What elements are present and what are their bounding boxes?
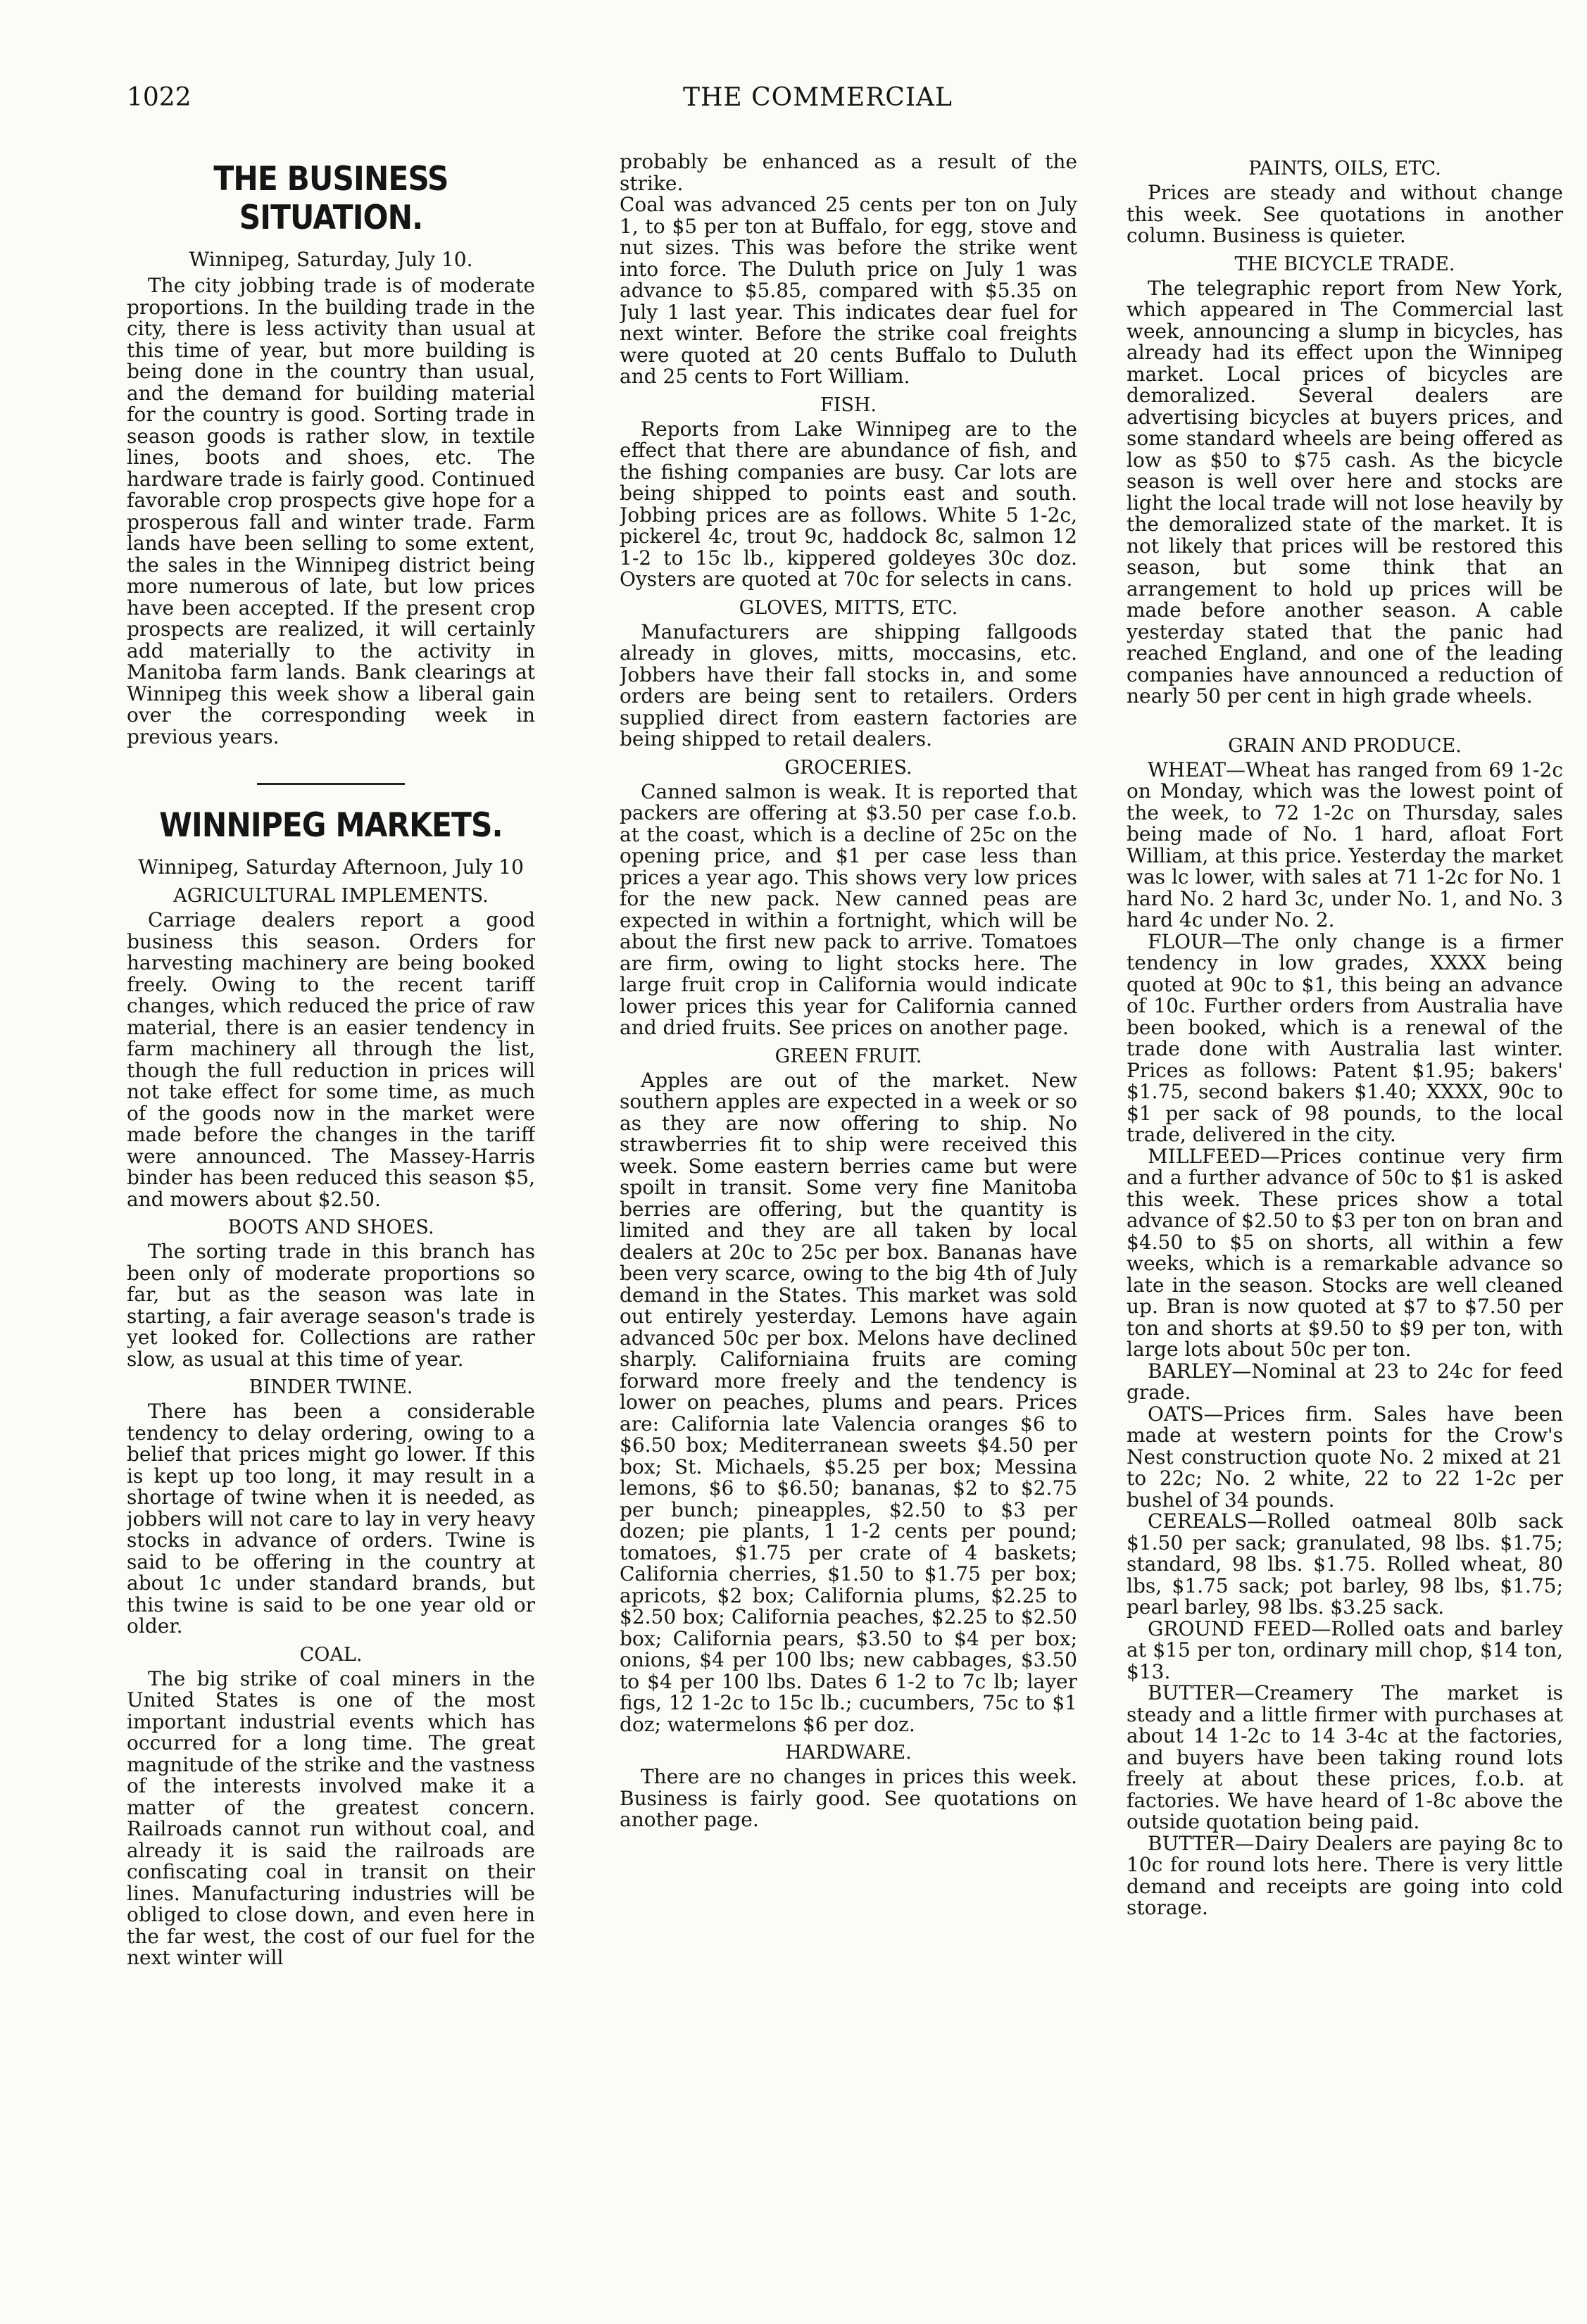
butter-creamery-paragraph: BUTTER—Creamery The market is steady and a little firmer with purchases at about 14 1-2c to 14 3-4c at the factories, and buyers have been taking round lots freely at about these prices, f.o.b. at factories. We have heard of 1-8c above the outside quotation being paid. (1127, 1681, 1563, 1833)
business-body: The city jobbing trade is of moderate proportions. In the building trade in the city, there is less activity than usual at this time of year, but more building is being done in the country than usual, and the demand for building material for the country is good. Sorting trade in season goods is rather slow, in textile lines, boots and shoes, etc. The hardware trade is fairly good. Continued favorable crop prospects give hope for a prosperous fall and winter trade. Farm lands have been selling to some extent, the sales in the Winnipeg district being more numerous of late, but low prices have been accepted. If the present crop prospects are realized, it will certainly add materially to the activity in Manitoba farm lands. Bank clearings at Winnipeg this week show a liberal gain over the corresponding week in previous years. (127, 274, 535, 748)
page-header (0, 83, 1587, 125)
green-fruit-body: Apples are out of the market. New southern apples are expected in a week or so as they are now offering to ship. No strawberries fit to ship were received this week. Some eastern berries came but were spoilt in transit. Some very fine Manitoba berries are offering, but the quantity is limited and they are all taken by local dealers at 20c to 25c per box. Bananas have been very scarce, owing to the big 4th of July demand in the States. This market was sold out entirely yesterday. Lemons have again advanced 50c per box. Melons have declined sharply. Californiaina fruits are coming forward more freely and the tendency is lower on peaches, plums and pears. Prices are: California late Valencia oranges $6 to $6.50 box; Mediterranean sweets $4.50 per box; St. Michaels, $5.25 per box; Messina lemons, $6 to $6.50; bananas, $2 to $2.75 per bunch; pineapples, $2.50 to $3 per dozen; pie plants, 1 1-2 cents per pound; tomatoes, $1.75 per crate of 4 baskets; California cherries, $1.50 to $1.75 per box; apricots, $2 box; California plums, $2.25 to $2.50 box; California peaches, $2.25 to $2.50 box; California pears, $3.50 to $4 per box; onions, $4 per 100 lbs; new cabbages, $3.50 to $4 per 100 lbs. Dates 6 1-2 to 7c lb; layer figs, 12 1-2c to 15c lb.; cucumbers, 75c to $1 doz; watermelons $6 per doz. (620, 1068, 1077, 1736)
business-dateline: Winnipeg, Saturday, July 10. (189, 248, 473, 271)
cereals-paragraph: CEREALS—Rolled oatmeal 80lb sack $1.50 per sack; granulated, 98 lbs. $1.75; standard, 98 lbs. $1.75. Rolled wheat, 80 lbs, $1.75 sack; pot barley, 98 lbs, $1.75; pearl barley, 98 lbs. $3.25 sack. (1127, 1509, 1563, 1619)
hardware-title: HARDWARE. (785, 1742, 912, 1764)
wheat-paragraph: WHEAT—Wheat has ranged from 69 1-2c on Monday, which was the lowest point of the week, to 72 1-2c on Thursday, sales being made of No. 1 hard, afloat Fort William, at this price. Yesterday the market was lc lower, with sales at 71 1-2c for No. 1 hard No. 2 hard 3c, under No. 1, and No. 3 hard 4c under No. 2. (1127, 758, 1563, 931)
binder-twine-body: There has been a considerable tendency to delay ordering, owing to a belief that prices might go lower. If this is kept up too long, it may result in a shortage of twine when it is needed, as jobbers will not care to lay in very heavy stocks in advance of orders. Twine is said to be offering in the country at about 1c under standard brands, but this twine is said to be one year old or older. (127, 1400, 535, 1638)
ground-feed-paragraph: GROUND FEED—Rolled oats and barley at $15 per ton, ordinary mill chop, $14 ton, $13. (1127, 1616, 1563, 1683)
groceries-title: GROCERIES. (784, 756, 912, 779)
section-divider (257, 783, 405, 785)
business-situation-article (127, 160, 535, 748)
bicycle-trade-body: The telegraphic report from New York, which appeared in The Commercial last week, announcing a slump in bicycles, has already had its effect upon the Winnipeg market. Local prices of bicycles are demoralized. Several dealers are advertising bicycles at buyers prices, and some standard wheels are being offered as low as $50 to $75 cash. As the bicycle season is well over here and stocks are light the local trade will not lose heavily by the demoralized state of the market. It is not likely that prices will be restored this season, but some think that an arrangement to hold up prices will be made before another season. A cable yesterday stated that the panic had reached England, and one of the leading companies have announced a reduction of nearly 50 per cent in high grade wheels. (1127, 276, 1563, 708)
column-3 (1127, 151, 1563, 2151)
paints-oils-title: PAINTS, OILS, ETC. (1248, 158, 1441, 180)
binder-twine-title: BINDER TWINE. (249, 1376, 413, 1398)
groceries-body: Canned salmon is weak. It is reported that packers are offering at $3.50 per case f.o.b. at the coast, which is a decline of 25c on the opening price, and $1 per case less than prices a year ago. This shows very low prices for the new pack. New canned peas are expected in within a fortnight, which will be about the first new pack to arrive. Tomatoes are firm, owing to light stocks here. The large fruit crop in California would indicate lower prices this year for California canned and dried fruits. See prices on another page. (620, 779, 1077, 1039)
column-1 (127, 151, 535, 2278)
boots-shoes-title: BOOTS AND SHOES. (227, 1217, 434, 1238)
paints-oils-body: Prices are steady and without change this week. See quotations in another column. Business is quieter. (1127, 181, 1563, 247)
gloves-mitts-body: Manufacturers are shipping fallgoods already in gloves, mitts, moccasins, etc. Jobbers have their fall stocks in, and some orders are being sent to retailers. Orders supplied direct from eastern factories are being shipped to retail dealers. (620, 620, 1077, 750)
winnipeg-markets-article (127, 806, 535, 1969)
flour-paragraph: FLOUR—The only change is a firmer tendency in low grades, XXXX being quoted at 90c to $1, this being an advance of 10c. Further orders from Australia have been booked, which is a renewal of the trade done with Australia last winter. Prices as follows: Patent $1.95; bakers' $1.75, second bakers $1.40; XXXX, 90c to $1 per sack of 98 pounds, to the local trade, delivered in the city. (1127, 929, 1563, 1146)
grain-produce-title: GRAIN AND PRODUCE. (1228, 734, 1462, 757)
barley-paragraph: BARLEY—Nominal at 23 to 24c for feed grade. (1127, 1359, 1563, 1404)
agri-implements-title: AGRICULTURAL IMPLEMENTS. (173, 885, 489, 907)
winnipeg-markets-headline: WINNIPEG MARKETS. (159, 806, 503, 845)
column-2 (620, 151, 1077, 2263)
agri-implements-body: Carriage dealers report a good business this season. Orders for harvesting machinery are being booked freely. Owing to the recent tariff changes, which reduced the price of raw material, there is an easier tendency in farm machinery all through the list, though the full reduction in prices will not take effect for some time, as much of the goods now in the market were made before the changes in the tariff were announced. The Massey-Harris binder has been reduced this season $5, and mowers about $2.50. (127, 908, 535, 1211)
boots-shoes-body: The sorting trade in this branch has been only of moderate proportions so far, but as the season was late in starting, a fair average season's trade is yet looked for. Collections are rather slow, as usual at this time of year. (127, 1240, 535, 1371)
fish-title: FISH. (820, 394, 877, 416)
spacer (1127, 708, 1563, 729)
millfeed-paragraph: MILLFEED—Prices continue very firm and a further advance of 50c to $1 is asked this week. These prices show a total advance of $2.50 to $3 per ton on bran and $4.50 to $5 on shorts, all within a few weeks, which is a remarkable advance so late in the season. Stocks are well cleaned up. Bran is now quoted at $7 to $7.50 per ton and shorts at $9.50 to $9 per ton, with large lots about 50c per ton. (1127, 1144, 1563, 1361)
hardware-body: There are no changes in prices this week. Business is fairly good. See quotations on another page. (620, 1765, 1077, 1831)
page-number: 1022 (127, 83, 192, 112)
coal-body: The big strike of coal miners in the United States is one of the most important industrial events which has occurred for a long time. The great magnitude of the strike and the vastness of the interests involved make it a matter of the greatest concern. Railroads cannot run without coal, and already it is said the railroads are confiscating coal in transit on their lines. Manufacturing industries will be obliged to close down, and even here in the far west, the cost of our fuel for the next winter will (127, 1666, 535, 1969)
coal-continued-body: probably be enhanced as a result of the strike. Coal was advanced 25 cents per ton on July 1, to $5 per ton at Buffalo, for egg, stove and nut sizes. This was before the strike went into force. The Duluth price on July 1 was advance to $5.85, compared with $5.35 on July 1 last year. This indicates dear fuel for next winter. Before the strike coal freights were quoted at 20 cents Buffalo to Duluth and 25 cents to Fort William. (620, 151, 1077, 388)
oats-paragraph: OATS—Prices firm. Sales have been made at western points for the Crow's Nest construction quote No. 2 mixed at 21 to 22c; No. 2 white, 22 to 22 1-2c per bushel of 34 pounds. (1127, 1402, 1563, 1512)
bicycle-trade-title: THE BICYCLE TRADE. (1234, 253, 1455, 275)
butter-dairy-paragraph: BUTTER—Dairy Dealers are paying 8c to 10c for round lots here. There is very little demand and receipts are going into cold storage. (1127, 1831, 1563, 1919)
coal-title: COAL. (299, 1643, 363, 1666)
green-fruit-title: GREEN FRUIT. (774, 1045, 922, 1067)
gloves-mitts-title: GLOVES, MITTS, ETC. (739, 596, 958, 619)
markets-dateline: Winnipeg, Saturday Afternoon, July 10 (138, 855, 524, 879)
fish-body: Reports from Lake Winnipeg are to the effect that there are abundance of fish, and the fishing companies are busy. Car lots are being shipped to points east and south. Jobbing prices are as follows. White 5 1-2c, pickerel 4c, trout 9c, haddock 8c, salmon 12 1-2 to 15c lb., kippered goldeyes 30c doz. Oysters are quoted at 70c for selects in cans. (620, 417, 1077, 591)
business-situation-headline: THE BUSINESS SITUATION. (213, 160, 448, 237)
publication-title: THE COMMERCIAL (683, 83, 953, 112)
